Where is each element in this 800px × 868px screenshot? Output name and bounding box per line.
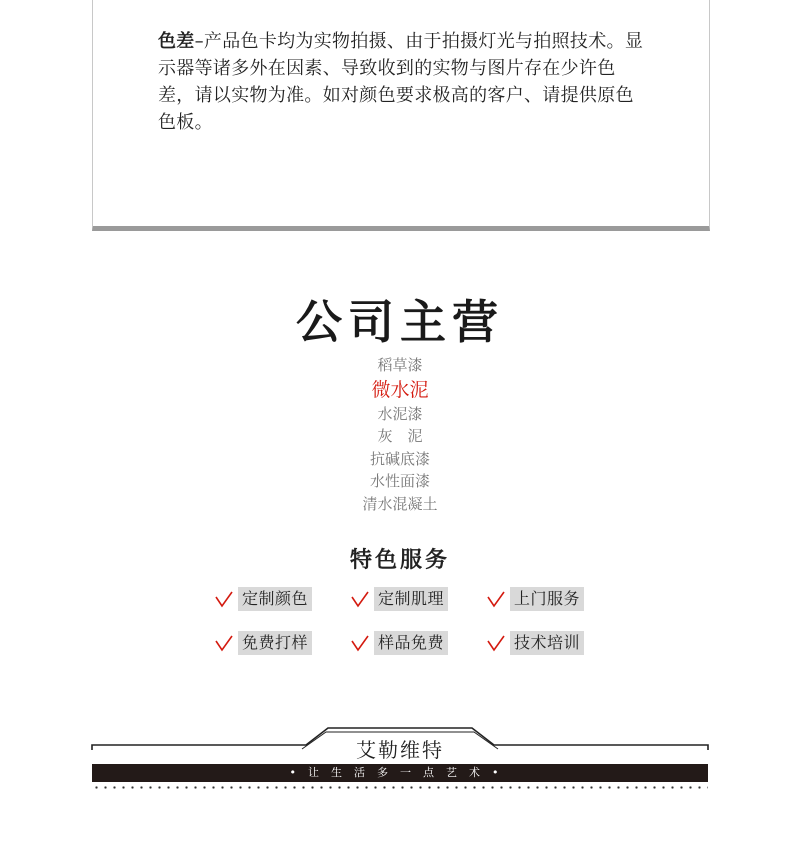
notice-body: 产品色卡均为实物拍摄、由于拍摄灯光与拍照技术。显示器等诸多外在因素、导致收到的实物与图片存在少许色差，请以实物为准。如对颜色要求极高的客户、请提供原色色板。 [158, 31, 644, 133]
service-item [214, 631, 312, 655]
service-label: 样品免费 [374, 631, 448, 655]
product-item: 灰 泥 [377, 427, 423, 445]
product-list [0, 354, 800, 515]
service-label: 技术培训 [510, 631, 584, 655]
service-item [350, 631, 448, 655]
checkmark-icon [486, 633, 506, 653]
brand-name: 艾勒维特 [356, 738, 444, 762]
product-item: 清水混凝土 [362, 494, 438, 513]
checkmark-icon [214, 633, 234, 653]
dotted-divider [92, 786, 708, 789]
checkmark-icon [486, 589, 506, 609]
notice-dash: – [194, 31, 204, 52]
product-item: 水泥漆 [377, 404, 423, 423]
notice-label: 色差 [158, 31, 195, 52]
checkmark-icon [350, 633, 370, 653]
service-item [350, 587, 448, 611]
service-item [486, 587, 584, 611]
product-item-highlighted: 微水泥 [371, 378, 429, 401]
product-item: 稻草漆 [377, 356, 423, 374]
color-difference-notice [158, 28, 648, 136]
service-label: 定制颜色 [238, 587, 312, 611]
service-item [486, 631, 584, 655]
main-business-title: 公司主营 [296, 295, 504, 349]
services-title: 特色服务 [349, 548, 450, 573]
slogan-bar: •让生活多一点艺术• [92, 764, 708, 782]
product-item: 水性面漆 [369, 472, 430, 490]
service-label: 定制肌理 [374, 587, 448, 611]
service-label: 免费打样 [238, 631, 312, 655]
checkmark-icon [214, 589, 234, 609]
product-item: 抗碱底漆 [369, 449, 430, 468]
service-item [214, 587, 312, 611]
checkmark-icon [350, 589, 370, 609]
service-label: 上门服务 [510, 587, 584, 611]
